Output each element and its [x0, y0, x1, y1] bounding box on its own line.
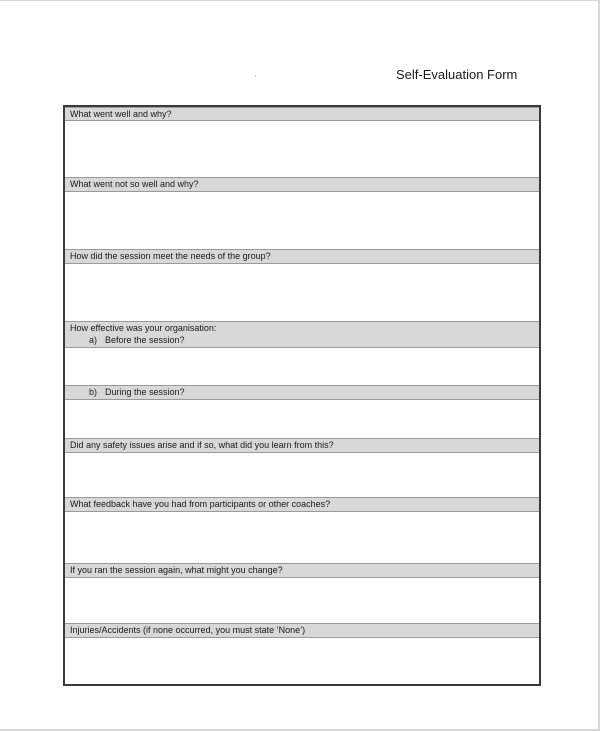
sub-question — [70, 386, 539, 398]
question-label: Did any safety issues arise and if so, what did you learn from this? — [70, 440, 334, 450]
question-label: What feedback have you had from participants or other coaches? — [70, 499, 331, 509]
question-header — [65, 249, 539, 264]
question-label: Injuries/Accidents (if none occurred, you must state ‘None’) — [70, 625, 306, 635]
answer-field-during-session[interactable] — [65, 400, 539, 438]
question-label: What went well and why? — [70, 109, 172, 119]
sub-question-label: Before the session? — [105, 335, 185, 345]
answer-field-what-went-well[interactable] — [65, 121, 539, 177]
answer-field-injuries-accidents[interactable] — [65, 638, 539, 684]
question-header — [65, 438, 539, 453]
question-header — [65, 107, 539, 121]
sub-question — [70, 334, 539, 346]
question-label: How did the session meet the needs of the group? — [70, 251, 271, 261]
sub-question-marker: b) — [89, 387, 98, 397]
stray-mark — [255, 75, 256, 77]
evaluation-form-table — [63, 105, 541, 686]
question-label: What went not so well and why? — [70, 179, 199, 189]
answer-field-safety-issues[interactable] — [65, 453, 539, 497]
sub-question-marker: a) — [89, 335, 98, 345]
question-header — [65, 385, 539, 400]
answer-field-what-went-not-so-well[interactable] — [65, 192, 539, 249]
question-label: How effective was your organisation: — [70, 323, 217, 333]
answer-field-needs-of-group[interactable] — [65, 264, 539, 321]
question-header — [65, 321, 539, 348]
question-header — [65, 497, 539, 512]
question-header — [65, 623, 539, 638]
question-header — [65, 177, 539, 192]
answer-field-what-might-change[interactable] — [65, 578, 539, 623]
question-header — [65, 563, 539, 578]
sub-question-label: During the session? — [105, 387, 185, 397]
question-label: If you ran the session again, what might you change? — [70, 565, 283, 575]
answer-field-feedback[interactable] — [65, 512, 539, 563]
form-title: Self-Evaluation Form — [396, 67, 518, 82]
answer-field-before-session[interactable] — [65, 348, 539, 385]
